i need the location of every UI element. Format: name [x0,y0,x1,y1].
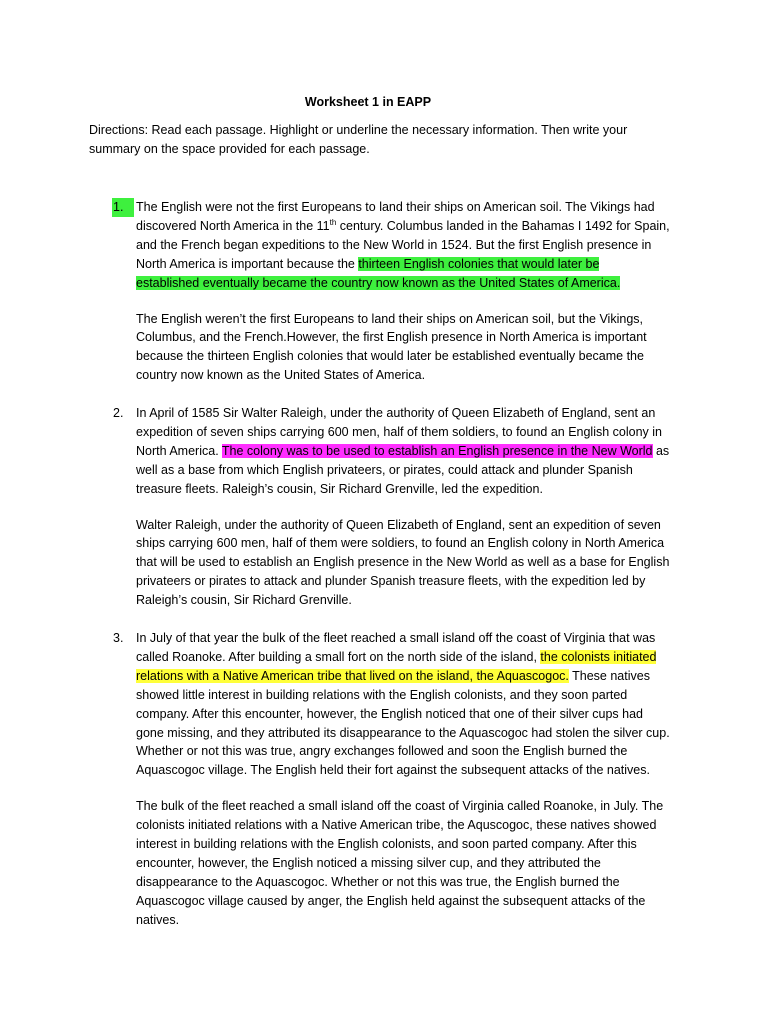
text-run: discovered North America in the 11 [136,218,330,233]
text-run: These natives [568,668,650,683]
passage-item-2 [113,404,683,610]
highlighted-text: the colonists initiated [540,649,657,664]
item-number: 2. [113,406,124,420]
passage-line: showed little interest in building relations with the English colonists, and they soon parted [136,687,628,702]
passage-line: company. After this encounter, however, the English noticed that one of their silver cups had [136,706,644,721]
summary-line: Raleigh’s cousin, Sir Richard Grenville. [136,593,352,608]
text-run: North America is important because the [136,256,359,271]
highlighted-text: The colony was to be used to establish an English presence in the New World [221,443,653,458]
passage-item-1 [113,198,683,385]
summary-text [136,516,680,611]
summary-line: disappearance to the Aquascogoc. Whether or not this was true, the English burned the [136,874,620,889]
passage-text [136,629,680,780]
passage-line [136,274,680,293]
text-run: North America. [136,443,222,458]
passage-line: treasure fleets. Raleigh’s cousin, Sir Richard Grenville, led the expedition. [136,481,543,496]
summary-line: Walter Raleigh, under the authority of Queen Elizabeth of England, sent an expedition of seven [136,517,661,532]
summary-line: that will be used to establish an English presence in the New World as well as a base for English [136,555,670,570]
passage-line [136,442,680,461]
passage-line [136,217,680,236]
passage-text [136,404,680,499]
passage-line [136,648,680,667]
text-run: called Roanoke. After building a small fort on the north side of the island, [136,649,541,664]
summary-line: privateers or pirates to attack and plunder Spanish treasure fleets, with the expedition led by [136,574,646,589]
passage-line: Aquascogoc village. The English held their fort against the subsequent attacks of the natives. [136,763,650,778]
passage-line: expedition of seven ships carrying 600 men, half of them soldiers, to found an English colony in [136,424,663,439]
directions-line: summary on the space provided for each passage. [89,142,370,156]
passage-text [136,198,680,293]
summary-line: The bulk of the fleet reached a small island off the coast of Virginia called Roanoke, in July. The [136,799,664,814]
summary-line: Columbus, and the French.However, the first English presence in North America is important [136,330,647,345]
passage-line [136,255,680,274]
title-text: Worksheet 1 in EAPP [304,95,432,109]
text-run: as [652,443,670,458]
passage-line: Whether or not this was true, angry exchanges followed and soon the English burned the [136,744,628,759]
summary-line: interest in building relations with the English colonists, and soon parted company. After this [136,837,637,852]
passage-line: In July of that year the bulk of the fleet reached a small island off the coast of Virginia that was [136,631,656,645]
summary-line: colonists initiated relations with a Native American tribe, the Aquscogoc, these natives showed [136,818,657,833]
highlighted-text: thirteen English colonies that would later be [358,256,600,271]
summary-text [136,797,680,929]
summary-text [136,310,680,386]
directions-line: Directions: Read each passage. Highlight or underline the necessary information. Then write your [89,123,628,137]
passage-line: gone missing, and they attributed its disappearance to the Aquascogoc had stolen the silver cup. [136,725,670,740]
summary-line: ships carrying 600 men, half of them were soldiers, to found an English colony in North America [136,536,665,551]
highlighted-text: established eventually became the country now known as the United States of America. [136,275,621,290]
passage-line: and the French began expeditions to the New World in 1524. But the first English presence in [136,237,652,252]
summary-line: encounter, however, the English noticed a missing silver cup, and they attributed the [136,855,601,870]
summary-line: Aquascogoc village caused by anger, the English held against the subsequent attacks of the [136,893,646,908]
passage-line: well as a base from which English privateers, or pirates, could attack and plunder Spanish [136,462,633,477]
superscript: th [329,217,337,227]
summary-line: The English weren’t the first Europeans to land their ships on American soil, but the Vikings, [136,311,643,326]
directions [89,121,669,159]
passage-line [136,667,680,686]
text-run: century. Columbus landed in the Bahamas I 1492 for Spain, [336,218,670,233]
item-number: 1. [112,198,134,217]
page-title [0,93,768,111]
highlighted-text: relations with a Native American tribe that lived on the island, the Aquascogoc. [136,668,569,683]
passage-line: The English were not the first Europeans to land their ships on American soil. The Vikings had [136,200,655,214]
summary-line: natives. [136,912,180,927]
summary-line: because the thirteen English colonies that would later be established eventually became the [136,349,644,364]
passage-line: In April of 1585 Sir Walter Raleigh, under the authority of Queen Elizabeth of England, sent an [136,406,656,420]
summary-line: country now known as the United States of America. [136,368,426,383]
passage-item-3 [113,629,683,930]
item-number: 3. [113,631,124,645]
